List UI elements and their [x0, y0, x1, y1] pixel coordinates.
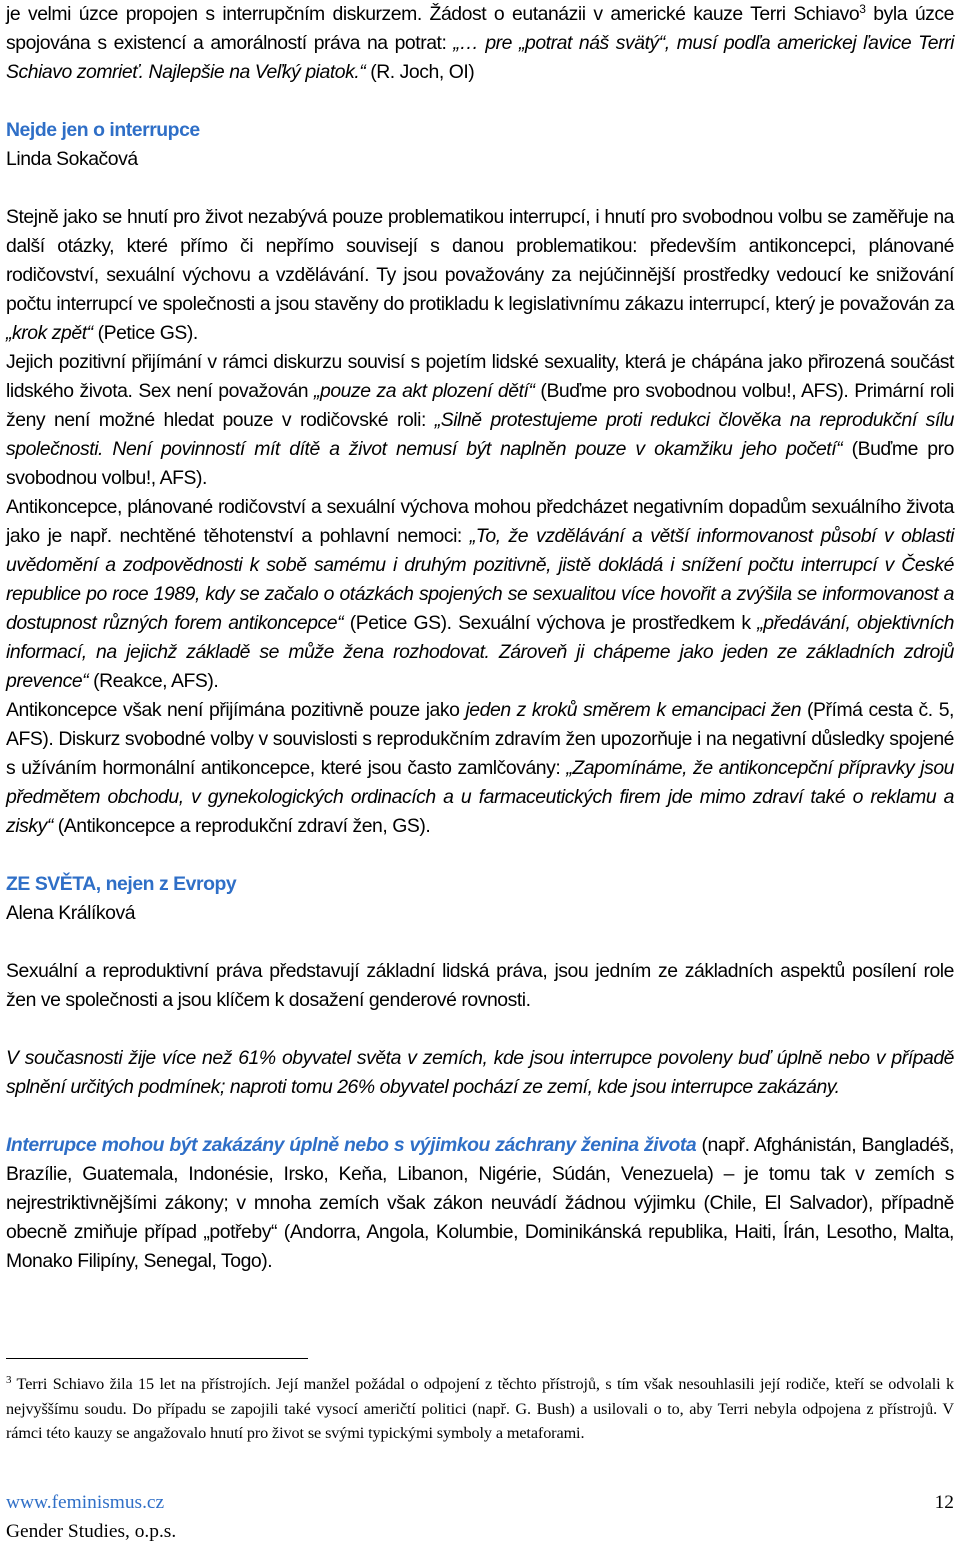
footnote-divider [6, 1358, 308, 1359]
intro-quote: „… pre „potrat náš svätý“, musí podľa americkej ľavice Terri Schiavo zomrieť. Najlepšie na Veľký piatok.“ [6, 32, 954, 83]
footer-org: Gender Studies, o.p.s. [6, 1521, 177, 1542]
section-title-interrupce: Nejde jen o interrupce [6, 119, 200, 141]
footer-url-link[interactable]: www.feminismus.cz [6, 1492, 165, 1513]
footnote: $^3$ Terri Schiavo žila 15 let na přístrojích. Její manžel požádal o odpojení z těchto přístrojů, s tím však nesouhlasili její rodiče, kteří se odvolali k nejvyššímu soudu. Do případu se zapojili také vysocí američtí politici (např. G. Bush) a usilovali o to, aby Terri nebyla odpojena z přístrojů. V rámci této kauzy se angažovalo hnutí pro život se svými typickými symboly a metaforami. [6, 1374, 954, 1442]
page-number: 12 [934, 1492, 954, 1513]
section-author-sokacova: Linda Sokačová [6, 148, 138, 170]
paragraph: Sexuální a reproduktivní práva představují základní lidská práva, jsou jedním ze základních aspektů posílení role žen ve společnosti a jsou klíčem k dosažení genderové rovnosti. [6, 960, 954, 1011]
intro-paragraph: je velmi úzce propojen s interrupčním diskurzem. Žádost o eutanázii v americké kauze Terri Schiavo$^3$ byla úzce spojována s existencí a amorálností práva na potrat: „… pre „potrat náš svätý“, musí podľa americkej ľavice Terri Schiavo zomrieť. Najlepšie na Veľký piatok.“ (R. Joch, OI) [6, 2, 954, 83]
paragraph: Stejně jako se hnutí pro život nezabývá pouze problematikou interrupcí, i hnutí pro svobodnou volbu se zaměřuje na další otázky, které přímo či nepřímo souvisejí s danou problematikou: především antikoncepci, plánované rodičovství, sexuální výchovu a vzdělávání. Ty jsou považovány za nejúčinnější prostředky vedoucí ke snižování počtu interrupcí ve společnosti a jsou stavěny do protikladu k legislativnímu zákazu interrupcí, který je považován za „krok zpět“ (Petice GS). [6, 206, 954, 344]
footnote-ref[interactable]: 3 [859, 2, 866, 16]
section-title-ze-sveta: ZE SVĚTA, nejen z Evropy [6, 873, 237, 895]
page-footer [6, 1488, 176, 1546]
highlight-text: Interrupce mohou být zakázány úplně nebo s výjimkou záchrany ženina života [6, 1134, 697, 1156]
paragraph: Antikoncepce, plánované rodičovství a sexuální výchova mohou předcházet negativním dopadům sexuálního života jako je např. nechtěné těhotenství a pohlavní nemoci: „To, že vzdělávání a větší informovanost působí v oblasti uvědomění a zodpovědnosti k sobě samému i druhým pozitivně, jistě dokládá i snížení počtu interrupcí v České republice po roce 1989, kdy se začalo o otázkách spojených se sexualitou více hovořit a zvýšila se informovanost a dostupnost různých forem antikoncepce“ (Petice GS). Sexuální výchova je prostředkem k „předávání, objektivních informací, na jejichž základě se může žena rozhodovat. Zároveň ji chápeme jako jeden ze základních zdrojů prevence“ (Reakce, AFS). [6, 496, 955, 692]
section-author-kralikova: Alena Králíková [6, 902, 136, 924]
paragraph: Interrupce mohou být zakázány úplně nebo s výjimkou záchrany ženina života (např. Afghánistán, Bangladéš, Brazílie, Guatemala, Indonésie, Irsko, Keňa, Libanon, Nigérie, Súdán, Venezuela) – je tomu tak v zemích s nejrestriktivnějšími zákony; v mnoha zemích však zákon neuvádí žádnou výjimku (Chile, El Salvador), případně obecně zmiňuje případ „potřeby“ (Andorra, Angola, Kolumbie, Dominikánská republika, Haiti, Írán, Lesotho, Malta, Monako Filipíny, Senegal, Togo). [6, 1134, 954, 1272]
paragraph: Jejich pozitivní přijímání v rámci diskurzu souvisí s pojetím lidské sexuality, která je chápána jako přirozená součást lidského života. Sex není považován „pouze za akt plození dětí“ (Buďme pro svobodnou volbu!, AFS). Primární roli ženy není možné hledat pouze v rodičovské roli: „Silně protestujeme proti redukci člověka na reprodukční sílu společnosti. Není povinností mít dítě a život nemusí být naplněn pouze v okamžiku jeho početí“ (Buďme pro svobodnou volbu!, AFS). [6, 351, 955, 489]
paragraph-italic: V současnosti žije více než 61% obyvatel světa v zemích, kde jsou interrupce povoleny buď úplně nebo v případě splnění určitých podmínek; naproti tomu 26% obyvatel pochází ze zemí, kde jsou interrupce zakázány. [6, 1047, 954, 1098]
paragraph: Antikoncepce však není přijímána pozitivně pouze jako jeden z kroků směrem k emancipaci žen (Přímá cesta č. 5, AFS). Diskurz svobodné volby v souvislosti s reprodukčním zdravím žen upozorňuje i na negativní důsledky spojené s užíváním hormonální antikoncepce, které jsou často zamlčovány: „Zapomínáme, že antikoncepční přípravky jsou předmětem obchodu, v gynekologických ordinacích a u farmaceutických firem jde mimo zdraví také o reklamu a zisky“ (Antikoncepce a reprodukční zdraví žen, GS). [6, 699, 954, 837]
